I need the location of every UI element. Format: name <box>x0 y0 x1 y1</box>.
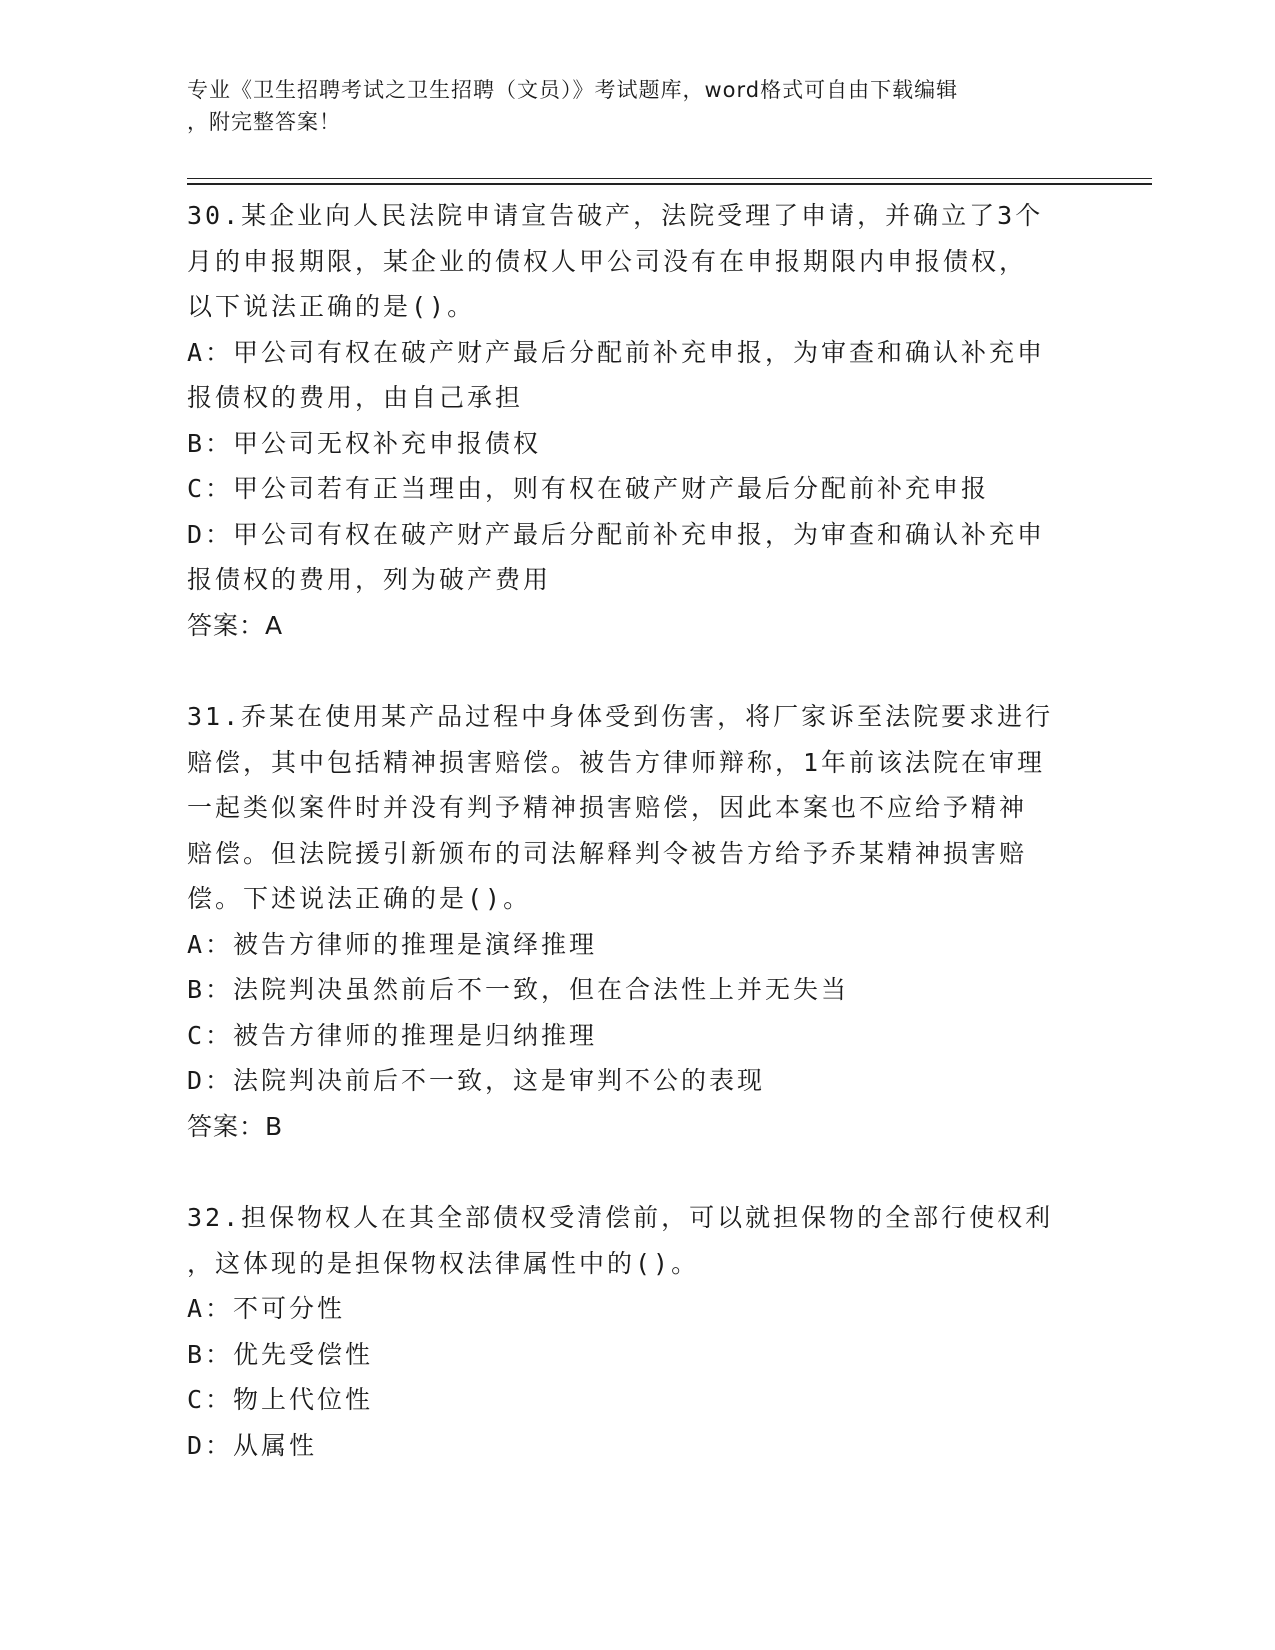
question-31 <box>187 694 1087 1149</box>
option-d: D：法院判决前后不一致，这是审判不公的表现 <box>187 1066 766 1095</box>
question-32 <box>187 1195 1087 1468</box>
option-a-line: A：甲公司有权在破产财产最后分配前补充申报，为审查和确认补充申 <box>187 337 1046 367</box>
question-30 <box>187 193 1087 648</box>
option-b: B：优先受偿性 <box>187 1339 374 1369</box>
option-a-line: 报债权的费用，由自己承担 <box>187 383 524 412</box>
question-text-line: ，这体现的是担保物权法律属性中的()。 <box>187 1248 700 1278</box>
question-text-line: 偿。下述说法正确的是()。 <box>187 884 532 913</box>
option-b: B：法院判决虽然前后不一致，但在合法性上并无失当 <box>187 975 850 1004</box>
answer-label: 答案：B <box>187 1111 284 1141</box>
question-text-line: 赔偿，其中包括精神损害赔偿。被告方律师辩称，1年前该法院在审理 <box>187 747 1046 777</box>
option-d-line: D：甲公司有权在破产财产最后分配前补充申报，为审查和确认补充申 <box>187 519 1046 549</box>
header-divider-thick <box>187 183 1152 185</box>
question-text-line: 赔偿。但法院援引新颁布的司法解释判令被告方给予乔某精神损害赔 <box>187 838 1028 868</box>
question-text-line: 31.乔某在使用某产品过程中身体受到伤害，将厂家诉至法院要求进行 <box>187 702 1054 731</box>
question-list <box>187 193 1087 1468</box>
option-d: D：从属性 <box>187 1430 318 1460</box>
header-line: ，附完整答案！ <box>187 110 341 134</box>
question-text-line: 30.某企业向人民法院申请宣告破产，法院受理了申请，并确立了3个 <box>187 201 1044 230</box>
question-text-line: 以下说法正确的是()。 <box>187 292 476 321</box>
answer-label: 答案：A <box>187 610 284 640</box>
header-divider-thin <box>187 178 1152 179</box>
header-line: 专业《卫生招聘考试之卫生招聘（文员）》考试题库，word格式可自由下载编辑 <box>187 78 959 102</box>
option-c: C：甲公司若有正当理由，则有权在破产财产最后分配前补充申报 <box>187 474 990 503</box>
question-text-line: 一起类似案件时并没有判予精神损害赔偿，因此本案也不应给予精神 <box>187 793 1028 822</box>
option-a: A：不可分性 <box>187 1294 346 1323</box>
option-c: C：被告方律师的推理是归纳推理 <box>187 1020 598 1050</box>
question-text-line: 32.担保物权人在其全部债权受清偿前，可以就担保物的全部行使权利 <box>187 1203 1054 1232</box>
option-d-line: 报债权的费用，列为破产费用 <box>187 565 552 594</box>
document-header <box>187 74 1087 138</box>
option-b: B：甲公司无权补充申报债权 <box>187 428 542 458</box>
option-c: C：物上代位性 <box>187 1385 374 1414</box>
option-a: A：被告方律师的推理是演绎推理 <box>187 929 598 959</box>
question-text-line: 月的申报期限，某企业的债权人甲公司没有在申报期限内申报债权， <box>187 246 1028 276</box>
